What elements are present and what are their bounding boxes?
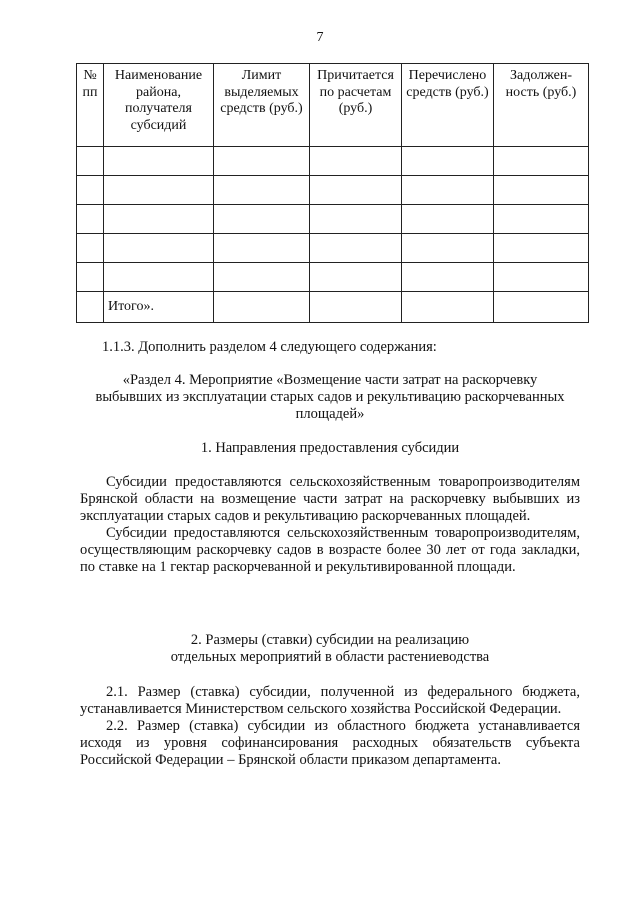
- total-row: [77, 292, 589, 323]
- section-title: [80, 372, 580, 423]
- table-cell: [77, 147, 104, 176]
- table-cell: [214, 263, 310, 292]
- table-cell: [104, 147, 214, 176]
- table-cell: [77, 292, 104, 323]
- subsection-2-body: [80, 684, 580, 769]
- header-number: № пп: [77, 64, 104, 147]
- table-cell: [77, 205, 104, 234]
- table-cell: [402, 205, 494, 234]
- table-cell: [402, 263, 494, 292]
- table-cell: [494, 263, 589, 292]
- table-cell: [77, 176, 104, 205]
- header-transferred: Перечислено средств (руб.): [402, 64, 494, 147]
- table-cell: [310, 234, 402, 263]
- total-label: Итого».: [104, 292, 214, 323]
- table-cell: [214, 147, 310, 176]
- subsection-title-line: отдельных мероприятий в области растениеводства: [170, 649, 490, 665]
- instruction-line: 1.1.3. Дополнить разделом 4 следующего содержания:: [102, 339, 437, 355]
- table-row: [77, 263, 589, 292]
- header-due: Причитается по расчетам (руб.): [310, 64, 402, 147]
- paragraph: Субсидии предоставляются сельскохозяйственным товаропроизводителям Брянской области на возмещение части затрат на раскорчевку выбывших из эксплуатации старых садов и рекультивацию раскорчеванных площадей.: [80, 474, 580, 524]
- table-cell: [214, 205, 310, 234]
- table-row: [77, 147, 589, 176]
- table-cell: [310, 205, 402, 234]
- subsection-1-title: 1. Направления предоставления субсидии: [200, 440, 460, 456]
- table-row: [77, 176, 589, 205]
- subsection-2-title: [80, 632, 580, 666]
- table-cell: [77, 263, 104, 292]
- paragraph: Субсидии предоставляются сельскохозяйственным товаропроизводителям, осуществляющим раскорчевку садов в возрасте более 30 лет от года закладки, по ставке на 1 гектар раскорчеванной и рекультивированной площади.: [80, 525, 580, 575]
- table-cell: [214, 176, 310, 205]
- subsidy-table: [76, 63, 589, 323]
- subsection-title-line: 2. Размеры (ставки) субсидии на реализацию: [190, 632, 470, 648]
- table-cell: [104, 176, 214, 205]
- table-cell: [494, 205, 589, 234]
- table-cell: [104, 205, 214, 234]
- subsection-1-body: [80, 474, 580, 576]
- table-cell: [310, 292, 402, 323]
- table-cell: [402, 176, 494, 205]
- table-cell: [77, 234, 104, 263]
- paragraph: 2.2. Размер (ставка) субсидии из областного бюджета устанавливается исходя из уровня софинансирования расходных обязательств субъекта Российской Федерации – Брянской области приказом департамента.: [80, 718, 580, 768]
- paragraph: 2.1. Размер (ставка) субсидии, полученной из федерального бюджета, устанавливается Министерством сельского хозяйства Российской Федерации.: [80, 684, 580, 717]
- table-cell: [494, 292, 589, 323]
- table-cell: [310, 147, 402, 176]
- table-cell: [310, 263, 402, 292]
- section-title-line: площадей»: [295, 406, 365, 422]
- section-title-line: «Раздел 4. Мероприятие «Возмещение части затрат на раскорчевку: [122, 372, 538, 388]
- page-number: 7: [316, 30, 324, 45]
- table-cell: [402, 147, 494, 176]
- table-cell: [402, 292, 494, 323]
- table-cell: [402, 234, 494, 263]
- table-cell: [494, 147, 589, 176]
- table-cell: [214, 292, 310, 323]
- table-cell: [310, 176, 402, 205]
- table-cell: [494, 176, 589, 205]
- table-row: [77, 205, 589, 234]
- header-debt: Задолжен-ность (руб.): [494, 64, 589, 147]
- table-cell: [214, 234, 310, 263]
- table-header-row: [77, 64, 589, 147]
- section-title-line: выбывших из эксплуатации старых садов и рекультивацию раскорчеванных: [95, 389, 565, 405]
- table-cell: [494, 234, 589, 263]
- table-cell: [104, 234, 214, 263]
- header-district-name: Наименование района, получателя субсидий: [104, 64, 214, 147]
- table-row: [77, 234, 589, 263]
- table-cell: [104, 263, 214, 292]
- header-limit: Лимит выделяемых средств (руб.): [214, 64, 310, 147]
